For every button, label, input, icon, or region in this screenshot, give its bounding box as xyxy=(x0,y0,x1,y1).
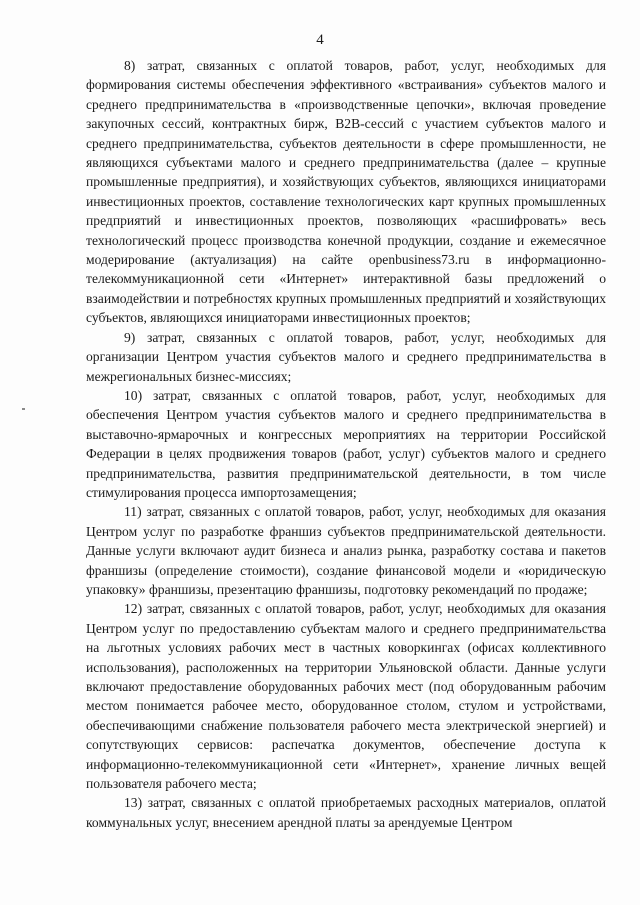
list-item-11: 11) затрат, связанных с оплатой товаров, работ, услуг, необходимых для оказания Центром услуг по разработке франшиз субъектов предпринимательской деятельности. Данные услуги включают аудит бизнеса и анализ рынка, разработку состава и пакетов франшизы (определение стоимости), создание финансовой модели и «юридическую упаковку» франшизы, презентацию франшизы, подготовку рекомендаций по продаже; xyxy=(86,504,606,597)
list-item-10: 10) затрат, связанных с оплатой товаров, работ, услуг, необходимых для обеспечения Центром участия субъектов малого и среднего предпринимательства в выставочно-ярмарочных и конгрессных мероприятиях на территории Российской Федерации в целях продвижения товаров (работ, услуг) субъектов малого и среднего предпринимательства, развития предпринимательской деятельности, в том числе стимулирования процесса импортозамещения; xyxy=(86,387,606,500)
list-item-9: 9) затрат, связанных с оплатой товаров, работ, услуг, необходимых для организации Центром участия субъектов малого и среднего предпринимательства в межрегиональных бизнес-миссиях; xyxy=(86,329,606,384)
list-item-8: 8) затрат, связанных с оплатой товаров, работ, услуг, необходимых для формирования системы обеспечения эффективного «встраивания» субъектов малого и среднего предпринимательства в «производственные цепочки», включая проведение закупочных сессий, контрактных бирж, B2B-сессий с участием субъектов малого и среднего предпринимательства, субъектов деятельности в сфере промышленности, не являющихся субъектами малого и среднего предпринимательства (далее – крупные промышленные предприятия), и хозяйствующих субъектов, являющихся инициаторами инвестиционных проектов, составление технологических карт крупных промышленных предприятий и инвестиционных проектов, позволяющих «расшифровать» весь технологический процесс производства конечной продукции, создание и ежемесячное модерирование (актуализация) на сайте openbusiness73.ru в информационно-телекоммуникационной сети «Интернет» интерактивной базы предложений о взаимодействии и потребностях крупных промышленных предприятий и хозяйствующих субъектов, являющихся инициаторами инвестиционных проектов; xyxy=(86,58,606,326)
margin-mark xyxy=(22,408,25,410)
document-body xyxy=(86,56,606,832)
list-item-12: 12) затрат, связанных с оплатой товаров, работ, услуг, необходимых для оказания Центром услуг по предоставлению субъектам малого и среднего предпринимательства на льготных условиях рабочих мест в частных коворкингах (офисах коллективного использования), расположенных на территории Ульяновской области. Данные услуги включают предоставление оборудованных рабочих мест (под оборудованным рабочим местом понимается рабочее место, оборудованное столом, стулом и устройствами, обеспечивающими снабжение пользователя рабочего места электрической энергией) и сопутствующих сервисов: распечатка документов, обеспечение доступа к информационно-телекоммуникационной сети «Интернет», хранение личных вещей пользователя рабочего места; xyxy=(86,601,606,792)
list-item-13: 13) затрат, связанных с оплатой приобретаемых расходных материалов, оплатой коммунальных услуг, внесением арендной платы за арендуемые Центром xyxy=(86,795,606,830)
page-number: 4 xyxy=(316,32,324,48)
